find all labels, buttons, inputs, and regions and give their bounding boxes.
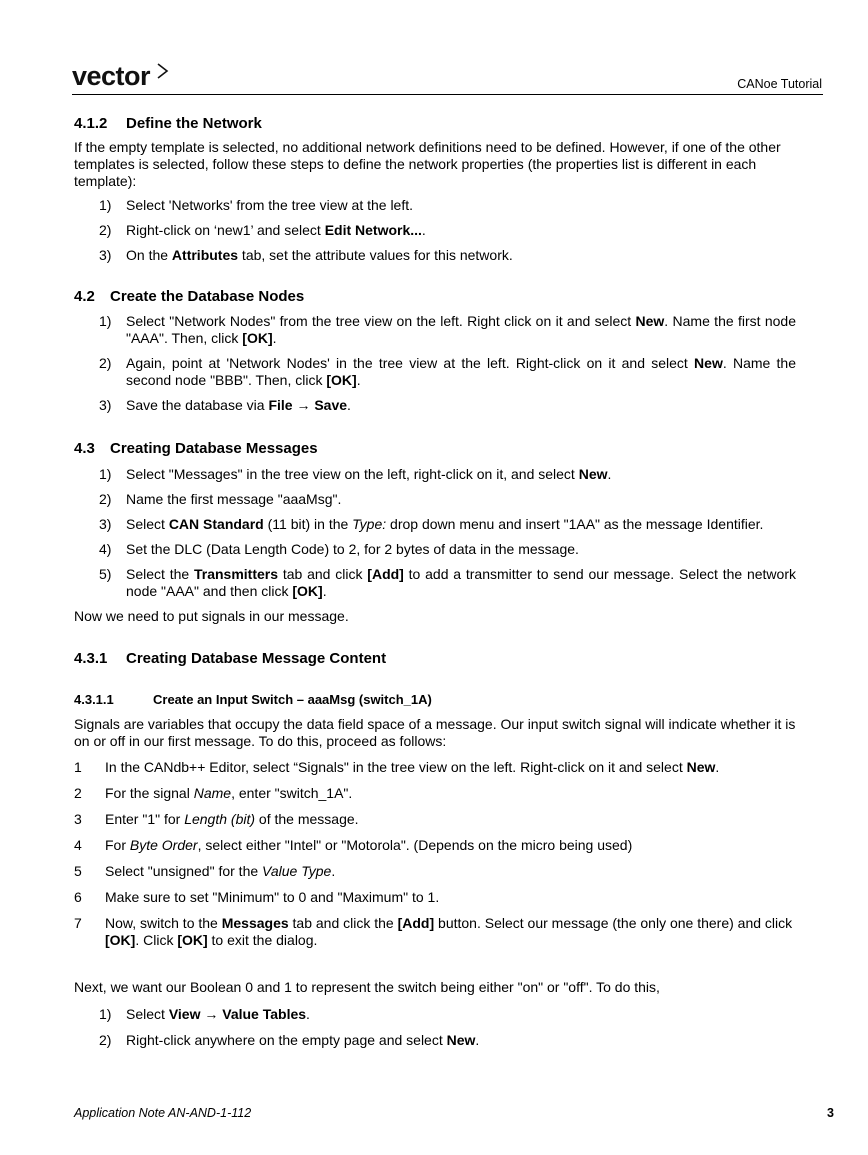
list-number: 4 — [74, 837, 82, 853]
list-text: Set the DLC (Data Length Code) to 2, for 2 bytes of data in the message. — [126, 541, 579, 557]
bold-term: [OK] — [105, 932, 136, 948]
list-text: tab, set the attribute values for this network. — [238, 247, 513, 263]
section-title: Define the Network — [126, 115, 262, 132]
list-item — [74, 313, 796, 347]
list-number: 7 — [74, 915, 82, 931]
list-item — [74, 491, 796, 508]
list-text: . Click — [135, 932, 178, 948]
footer-doc-id: Application Note AN-AND-1-112 — [74, 1106, 252, 1120]
list-text: Select 'Networks' from the tree view at the left. — [126, 197, 414, 213]
list-text: Make sure to set "Minimum" to 0 and "Maximum" to 1. — [105, 889, 440, 905]
list-item — [74, 466, 796, 483]
list-number: 1) — [99, 466, 112, 482]
bold-term: Edit Network... — [324, 222, 422, 238]
list-text: . — [272, 330, 277, 346]
section-number: 4.1.2 — [74, 115, 108, 132]
numbered-list — [74, 313, 796, 414]
list-number: 2) — [99, 1032, 112, 1048]
list-text: tab and click the — [288, 915, 398, 931]
list-number: 2) — [99, 355, 112, 371]
list-item — [74, 811, 796, 828]
list-item — [74, 197, 796, 214]
list-text: Select "unsigned" for the — [105, 863, 263, 879]
bold-term: File — [268, 397, 293, 413]
list-number: 2) — [99, 222, 112, 238]
italic-term: Type: — [352, 516, 387, 532]
bold-term: View — [168, 1006, 201, 1022]
italic-term: Value Type — [262, 863, 332, 879]
paragraph: Next, we want our Boolean 0 and 1 to represent the switch being either "on" or "off". To do this, — [74, 979, 660, 995]
list-text: , select either "Intel" or "Motorola". (Depends on the micro being used) — [197, 837, 633, 853]
italic-term: Byte Order — [129, 837, 198, 853]
paragraph: If the empty template is selected, no additional network definitions need to be defined. However, if one of the other templates is selected, follow these steps to define the network properties (the properties list is different in each template): — [74, 139, 781, 189]
list-text: of the message. — [255, 811, 359, 827]
numbered-list — [74, 197, 796, 264]
list-item — [74, 785, 796, 802]
list-number: 3 — [74, 811, 82, 827]
list-text: Name the first message "aaaMsg". — [126, 491, 342, 507]
page-number: 3 — [827, 1106, 834, 1120]
list-number: 4) — [99, 541, 112, 557]
section-heading-4-3-1 — [74, 650, 796, 667]
list-number: 1 — [74, 759, 82, 775]
paragraph: Signals are variables that occupy the data field space of a message. Our input switch signal will indicate whether it is on or off in our first message. To do this, proceed as follows: — [74, 716, 796, 749]
list-item — [74, 889, 796, 906]
bold-term: New — [694, 355, 723, 371]
logo-wordmark: vector — [72, 61, 151, 91]
bold-term: New — [686, 759, 716, 775]
list-text: , enter "switch_1A". — [231, 785, 353, 801]
list-number: 1) — [99, 1006, 112, 1022]
list-text: Enter "1" for — [105, 811, 185, 827]
list-number: 3) — [99, 397, 112, 413]
list-text: tab and click — [278, 566, 368, 582]
list-item — [74, 1006, 796, 1023]
list-text: . Name the second node "BBB". Then, click — [126, 355, 796, 388]
section-number: 4.3 — [74, 440, 95, 457]
list-text: Now, switch to the — [105, 915, 222, 931]
section-title: Create an Input Switch – aaaMsg (switch_1A) — [153, 692, 432, 707]
section-title: Creating Database Message Content — [126, 650, 387, 667]
bold-term: New — [578, 466, 608, 482]
list-item — [74, 1032, 796, 1049]
list-number: 5) — [99, 566, 112, 582]
section-heading-4-2 — [74, 288, 796, 305]
list-text: (11 bit) in the — [263, 516, 353, 532]
bold-term: Attributes — [171, 247, 239, 263]
list-text: Select "Messages" in the tree view on the left, right-click on it, and select — [126, 466, 579, 482]
list-text: For — [105, 837, 130, 853]
bold-term: New — [635, 313, 665, 329]
list-text: . — [715, 759, 720, 775]
list-text: button. Select our message (the only one there) and click — [434, 915, 793, 931]
list-number: 6 — [74, 889, 82, 905]
list-text: Save the database via — [126, 397, 269, 413]
right-arrow-icon: → — [296, 397, 311, 413]
list-item — [74, 222, 796, 239]
numbered-list — [74, 759, 796, 949]
list-item — [74, 759, 796, 776]
section-number: 4.2 — [74, 288, 95, 305]
list-item — [74, 566, 796, 600]
list-item — [74, 541, 796, 558]
logo-arrow-icon — [156, 63, 170, 79]
list-item — [74, 355, 796, 389]
list-item — [74, 837, 796, 854]
header-divider — [72, 94, 823, 95]
bold-term: Save — [314, 397, 348, 413]
section-number: 4.3.1 — [74, 650, 108, 667]
list-number: 2 — [74, 785, 82, 801]
bold-term: [OK] — [292, 583, 323, 599]
section-number: 4.3.1.1 — [74, 692, 114, 707]
section-title: Create the Database Nodes — [110, 288, 305, 305]
bold-term: Messages — [221, 915, 289, 931]
list-text: . — [331, 863, 336, 879]
list-text: . Name the first node "AAA". Then, click — [126, 313, 796, 346]
list-text: . — [306, 1006, 310, 1022]
list-number: 1) — [99, 313, 112, 329]
page-content — [74, 113, 796, 1049]
bold-term: Transmitters — [193, 566, 279, 582]
section-heading-4-1-2 — [74, 115, 796, 132]
list-text: . — [607, 466, 612, 482]
list-text: Select the — [126, 566, 194, 582]
list-number: 5 — [74, 863, 82, 879]
italic-term: Name — [193, 785, 232, 801]
list-text: Select "Network Nodes" from the tree view on the left. Right click on it and select — [126, 313, 636, 329]
section-title: Creating Database Messages — [110, 440, 318, 457]
list-item — [74, 915, 796, 949]
section-heading-4-3-1-1 — [74, 692, 796, 707]
bold-term: [OK] — [177, 932, 208, 948]
header-title: CANoe Tutorial — [737, 77, 822, 91]
list-text: For the signal — [105, 785, 194, 801]
list-text: . — [356, 372, 361, 388]
vector-logo — [72, 62, 172, 92]
list-text: Right-click anywhere on the empty page and select — [126, 1032, 447, 1048]
bold-term: [Add] — [397, 915, 435, 931]
list-text: Right-click on ‘new1’ and select — [126, 222, 325, 238]
list-number: 1) — [99, 197, 112, 213]
list-text: Select — [126, 516, 169, 532]
numbered-list — [74, 466, 796, 600]
list-text: Select — [126, 1006, 169, 1022]
list-item — [74, 247, 796, 264]
bold-term: Value Tables — [222, 1006, 307, 1022]
bold-term: [OK] — [326, 372, 357, 388]
list-text: to add a transmitter to send our message. Select the network node "AAA" and then click — [126, 566, 796, 599]
list-text: On the — [126, 247, 172, 263]
list-text: . — [322, 583, 327, 599]
paragraph: Now we need to put signals in our message. — [74, 608, 349, 624]
bold-term: New — [446, 1032, 476, 1048]
list-number: 3) — [99, 247, 112, 263]
list-number: 2) — [99, 491, 112, 507]
list-number: 3) — [99, 516, 112, 532]
list-text: . — [475, 1032, 480, 1048]
list-text: In the CANdb++ Editor, select “Signals" in the tree view on the left. Right-click on it and select — [105, 759, 687, 775]
section-heading-4-3 — [74, 440, 796, 457]
bold-term: [Add] — [367, 566, 404, 582]
list-text: . — [347, 397, 351, 413]
right-arrow-icon: → — [204, 1006, 219, 1022]
list-text: . — [421, 222, 426, 238]
numbered-list — [74, 1006, 796, 1049]
list-item — [74, 397, 796, 414]
list-text: to exit the dialog. — [207, 932, 318, 948]
list-text: Again, point at 'Network Nodes' in the tree view at the left. Right-click on it and select — [126, 355, 695, 371]
bold-term: [OK] — [242, 330, 273, 346]
list-item — [74, 863, 796, 880]
list-item — [74, 516, 796, 533]
bold-term: CAN Standard — [168, 516, 264, 532]
italic-term: Length (bit) — [184, 811, 256, 827]
list-text: drop down menu and insert "1AA" as the message Identifier. — [386, 516, 764, 532]
